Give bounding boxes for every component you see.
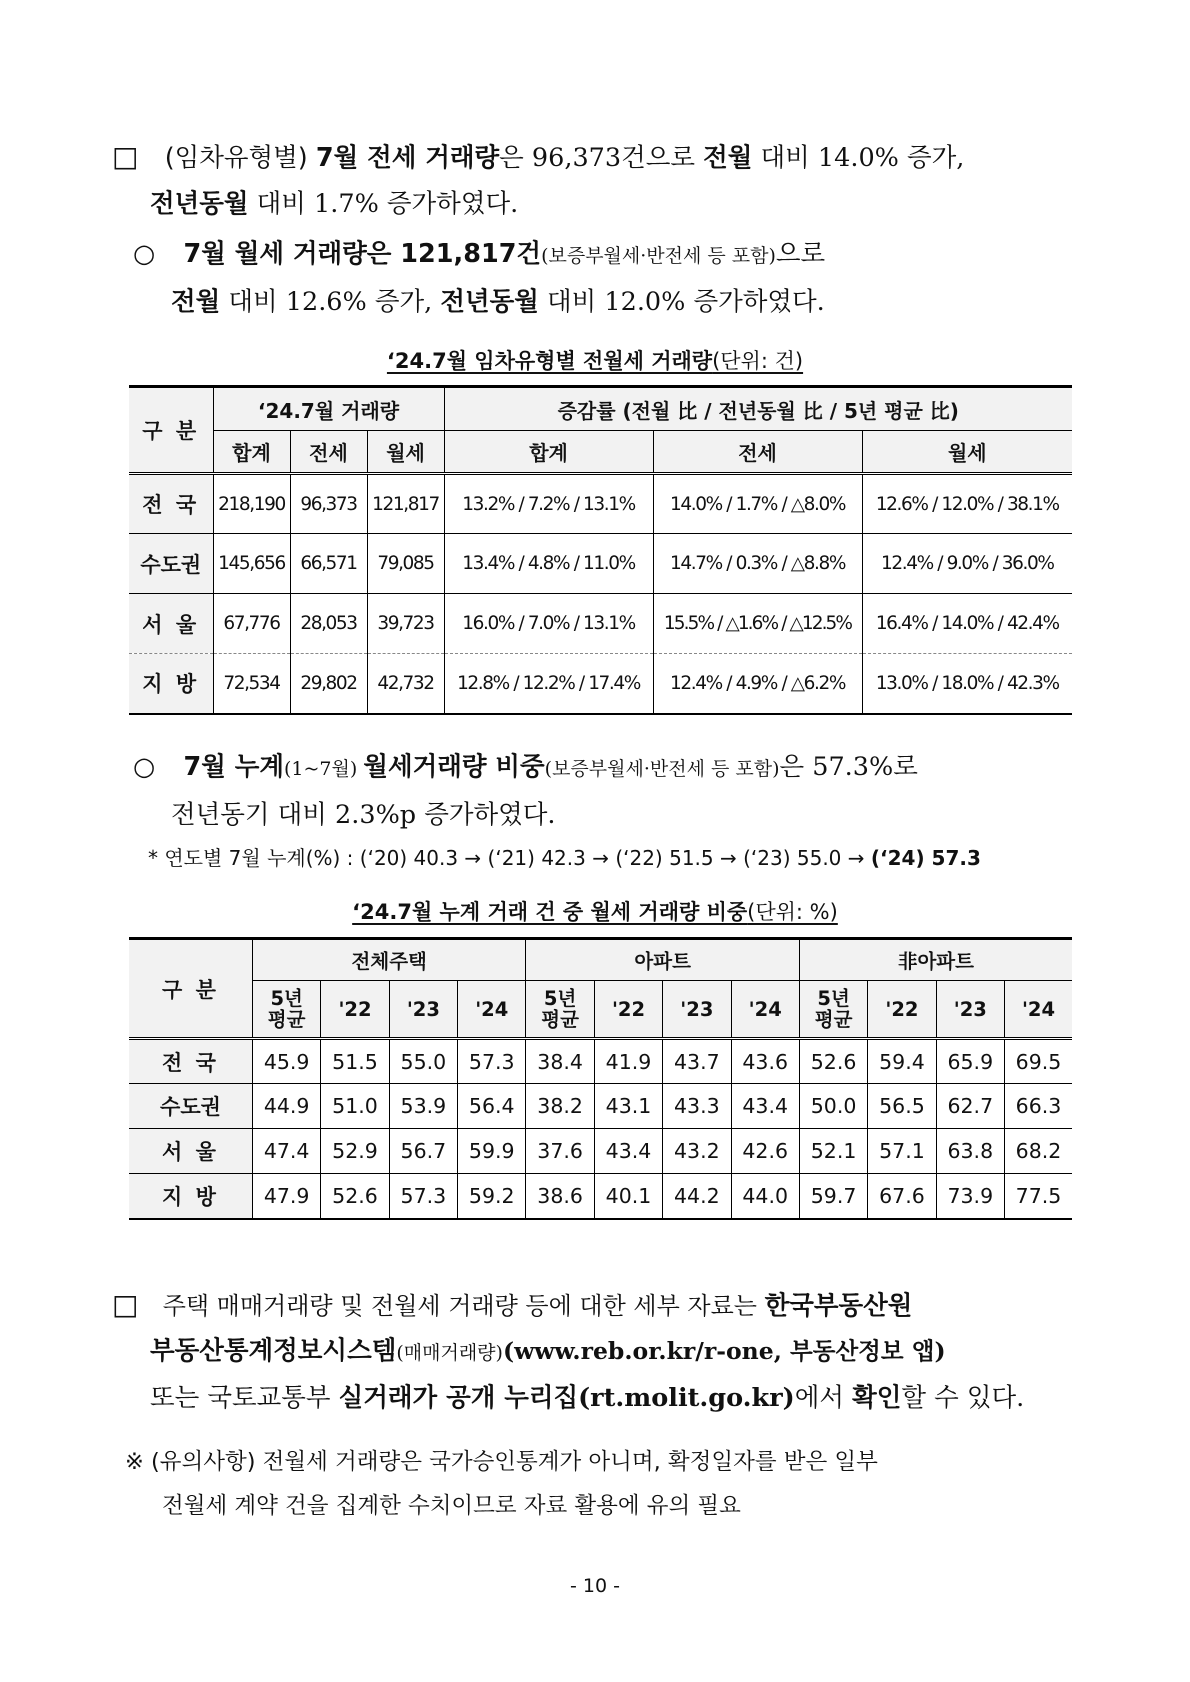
cell: 40.1 <box>594 1174 662 1219</box>
table2-caption <box>0 896 1190 926</box>
subheader-5y-line1: 5년 <box>817 987 850 1010</box>
cell: 45.9 <box>252 1039 320 1084</box>
header-change-group: 증감률 (전월 比 / 전년동월 比 / 5년 평균 比) <box>444 387 1072 431</box>
circle-bullet: ○ <box>133 239 156 269</box>
p4-text-k: 할 수 있다. <box>901 1383 1025 1413</box>
subheader-year: '24 <box>458 981 526 1039</box>
cell: 52.1 <box>799 1129 867 1174</box>
cell: 73.9 <box>936 1174 1004 1219</box>
cell: 44.9 <box>252 1084 320 1129</box>
subheader-total: 합계 <box>213 431 290 474</box>
circle-bullet: ○ <box>133 752 156 782</box>
yearly-note-bold: (‘24) 57.3 <box>870 846 981 870</box>
cell: 50.0 <box>799 1084 867 1129</box>
cell: 62.7 <box>936 1084 1004 1129</box>
p3-text-f: 전년동기 대비 2.3%p 증가하였다. <box>171 800 556 830</box>
header-all-housing: 전체주택 <box>252 939 525 981</box>
cell: 57.3 <box>458 1039 526 1084</box>
cell: 57.1 <box>868 1129 936 1174</box>
p3-text-c: 월세거래량 비중 <box>363 752 545 782</box>
table-row <box>129 1174 1072 1219</box>
cell: 59.4 <box>868 1039 936 1084</box>
cell: 72,534 <box>213 654 290 714</box>
subheader-year: '22 <box>594 981 662 1039</box>
cell: 16.0% / 7.0% / 13.1% <box>444 594 653 654</box>
cell: 145,656 <box>213 534 290 594</box>
row-label-nation: 전 국 <box>129 474 213 534</box>
cell: 43.1 <box>594 1084 662 1129</box>
subheader-5y-line2: 평균 <box>814 1008 853 1031</box>
cell: 14.7% / 0.3% / △8.8% <box>653 534 862 594</box>
cell: 12.8% / 12.2% / 17.4% <box>444 654 653 714</box>
header-non-apartment: 非아파트 <box>799 939 1072 981</box>
subheader-change-jeonse: 전세 <box>653 431 862 474</box>
p3-text-b: (1~7월) <box>284 758 364 780</box>
p2-text-f: 전년동월 <box>440 287 539 317</box>
cell: 39,723 <box>367 594 444 654</box>
p4-text-g: 실거래가 공개 누리집 <box>338 1383 579 1413</box>
header-volume-group: ‘24.7월 거래량 <box>213 387 444 431</box>
cell: 51.5 <box>321 1039 389 1084</box>
p4-text-h: (rt.molit.go.kr) <box>578 1383 795 1413</box>
subheader-jeonse: 전세 <box>290 431 367 474</box>
table-row <box>129 474 1072 534</box>
table-row <box>129 654 1072 714</box>
cell: 37.6 <box>526 1129 594 1174</box>
cell: 43.7 <box>663 1039 731 1084</box>
cell: 66,571 <box>290 534 367 594</box>
cell: 121,817 <box>367 474 444 534</box>
cell: 41.9 <box>594 1039 662 1084</box>
cell: 63.8 <box>936 1129 1004 1174</box>
cell: 79,085 <box>367 534 444 594</box>
cell: 55.0 <box>389 1039 457 1084</box>
subheader-year: '23 <box>663 981 731 1039</box>
p4-text-d: (매매거래량) <box>396 1342 503 1364</box>
p3-text-a: 7월 누계 <box>183 752 285 782</box>
cell: 59.2 <box>458 1174 526 1219</box>
table-row <box>129 594 1072 654</box>
table1-caption <box>0 345 1190 375</box>
p2-text-d: 전월 <box>171 287 221 317</box>
cell: 13.2% / 7.2% / 13.1% <box>444 474 653 534</box>
table1-caption-unit: (단위: 건) <box>712 349 804 373</box>
cell: 67.6 <box>868 1174 936 1219</box>
p1-text-g: 전년동월 <box>150 189 249 219</box>
checkbox-bullet: □ <box>112 1288 139 1321</box>
row-label: 수도권 <box>129 1084 252 1129</box>
page-number: - 10 - <box>570 1575 620 1597</box>
cell: 96,373 <box>290 474 367 534</box>
cell: 42.6 <box>731 1129 799 1174</box>
cell: 13.0% / 18.0% / 42.3% <box>875 672 1059 694</box>
row-label-local: 지 방 <box>129 654 213 714</box>
cell: 56.4 <box>458 1084 526 1129</box>
header-apartment: 아파트 <box>526 939 799 981</box>
cell: 43.3 <box>663 1084 731 1129</box>
lease-volume-table <box>129 385 1072 715</box>
table1-caption-title: ‘24.7월 임차유형별 전월세 거래량 <box>386 349 713 373</box>
table2-caption-title: ‘24.7월 누계 거래 건 중 월세 거래량 비중 <box>352 900 748 924</box>
p3-text-e: 은 57.3%로 <box>779 752 918 782</box>
subheader-5y-line1: 5년 <box>270 987 303 1010</box>
p1-text-b: 7월 전세 거래량 <box>315 143 500 173</box>
p4-text-i: 에서 <box>794 1383 853 1413</box>
subheader-year: '22 <box>321 981 389 1039</box>
cell: 12.4% / 9.0% / 36.0% <box>881 553 1054 574</box>
cell: 12.6% / 12.0% / 38.1% <box>875 493 1059 515</box>
table-row <box>129 1129 1072 1174</box>
cell: 44.0 <box>731 1174 799 1219</box>
subheader-year: '24 <box>1004 981 1072 1039</box>
subheader-5y-line2: 평균 <box>541 1008 579 1031</box>
p2-text-g: 대비 12.0% 증가하였다. <box>538 287 825 317</box>
subheader-change-total: 합계 <box>444 431 653 474</box>
row-label: 전 국 <box>129 1039 252 1084</box>
cell: 69.5 <box>1015 1049 1062 1074</box>
cell: 56.7 <box>389 1129 457 1174</box>
row-label: 지 방 <box>129 1174 252 1219</box>
p1-text-f: 대비 14.0% 증가, <box>752 143 965 173</box>
cell: 57.3 <box>389 1174 457 1219</box>
p3-text-d: (보증부월세·반전세 등 포함) <box>544 758 780 780</box>
cell: 13.4% / 4.8% / 11.0% <box>444 534 653 594</box>
cell: 28,053 <box>290 594 367 654</box>
cell: 47.9 <box>252 1174 320 1219</box>
cell: 218,190 <box>213 474 290 534</box>
row-label-capital: 수도권 <box>129 534 213 594</box>
subheader-year: '22 <box>868 981 936 1039</box>
cell: 67,776 <box>213 594 290 654</box>
caution-note-line1: ※ (유의사항) 전월세 거래량은 국가승인통계가 아니며, 확정일자를 받은 일부 <box>125 1449 878 1475</box>
caution-note-line2: 전월세 계약 건을 집계한 수치이므로 자료 활용에 유의 필요 <box>162 1493 741 1519</box>
yearly-note-text: * 연도별 7월 누계(%) : (‘20) 40.3 → (‘21) 42.3 → (‘22) 51.5 → (‘23) 55.0 → <box>148 846 871 870</box>
p1-text-c: 은 96,373건 <box>499 143 646 173</box>
cell: 43.2 <box>663 1129 731 1174</box>
cell: 44.2 <box>663 1174 731 1219</box>
row-label-seoul: 서 울 <box>129 594 213 654</box>
header-gubun: 구 분 <box>129 387 213 474</box>
subheader-year: '24 <box>731 981 799 1039</box>
cell: 43.4 <box>594 1129 662 1174</box>
cell: 47.4 <box>252 1129 320 1174</box>
p2-text-e: 대비 12.6% 증가, <box>220 287 441 317</box>
p1-text-d: 으로 <box>645 143 704 173</box>
p1-text-a: (임차유형별) <box>164 143 316 173</box>
subheader-5y-line1: 5년 <box>543 987 577 1010</box>
cell: 56.5 <box>868 1084 936 1129</box>
cell: 59.7 <box>799 1174 867 1219</box>
subheader-year: '23 <box>936 981 1004 1039</box>
cell: 52.6 <box>321 1174 389 1219</box>
subheader-5y-avg <box>799 981 867 1039</box>
subheader-change-wolse: 월세 <box>862 431 1072 474</box>
cell: 43.6 <box>731 1039 799 1084</box>
cell: 15.5% / △1.6% / △12.5% <box>653 594 862 654</box>
p1-text-e: 전월 <box>703 143 753 173</box>
p1-text-h: 대비 1.7% 증가하였다. <box>248 189 519 219</box>
p4-text-a: 주택 매매거래량 및 전월세 거래량 등에 대한 세부 자료는 <box>162 1292 765 1320</box>
header-gubun: 구 분 <box>129 939 252 1039</box>
cell: 66.3 <box>1015 1094 1062 1118</box>
p2-text-b: (보증부월세·반전세 등 포함) <box>541 245 776 267</box>
p4-text-j: 확인 <box>852 1383 902 1413</box>
cell: 52.9 <box>321 1129 389 1174</box>
cell: 12.4% / 4.9% / △6.2% <box>653 654 862 714</box>
cell: 29,802 <box>290 654 367 714</box>
p4-text-c: 부동산통계정보시스템 <box>150 1336 397 1366</box>
p2-text-a: 7월 월세 거래량은 121,817건 <box>183 239 542 269</box>
subheader-5y-avg <box>526 981 594 1039</box>
checkbox-bullet: □ <box>112 140 139 173</box>
table-row <box>129 1084 1072 1129</box>
table-row <box>129 1039 1072 1084</box>
cell: 68.2 <box>1015 1139 1062 1163</box>
p4-text-b: 한국부동산원 <box>764 1291 913 1321</box>
subheader-wolse: 월세 <box>367 431 444 474</box>
cell: 38.6 <box>526 1174 594 1219</box>
p4-text-e: (www.reb.or.kr/r-one, 부동산정보 앱) <box>502 1337 946 1365</box>
cell: 52.6 <box>799 1039 867 1084</box>
cell: 59.9 <box>458 1129 526 1174</box>
cell: 42,732 <box>367 654 444 714</box>
cell: 43.4 <box>731 1084 799 1129</box>
cell: 77.5 <box>1015 1183 1062 1208</box>
rent-share-table <box>129 937 1072 1220</box>
cell: 38.2 <box>526 1084 594 1129</box>
subheader-5y-avg <box>252 981 320 1039</box>
table2-caption-unit: (단위: %) <box>747 900 838 924</box>
table-row <box>129 534 1072 594</box>
yearly-note <box>148 842 981 871</box>
p2-text-c: 으로 <box>775 239 826 269</box>
subheader-year: '23 <box>389 981 457 1039</box>
cell: 65.9 <box>936 1039 1004 1084</box>
cell: 16.4% / 14.0% / 42.4% <box>875 613 1059 634</box>
subheader-5y-line2: 평균 <box>267 1008 306 1031</box>
cell: 38.4 <box>526 1039 594 1084</box>
cell: 53.9 <box>389 1084 457 1129</box>
cell: 14.0% / 1.7% / △8.0% <box>653 474 862 534</box>
p4-text-f: 또는 국토교통부 <box>150 1383 339 1413</box>
cell: 51.0 <box>321 1084 389 1129</box>
row-label: 서 울 <box>129 1129 252 1174</box>
